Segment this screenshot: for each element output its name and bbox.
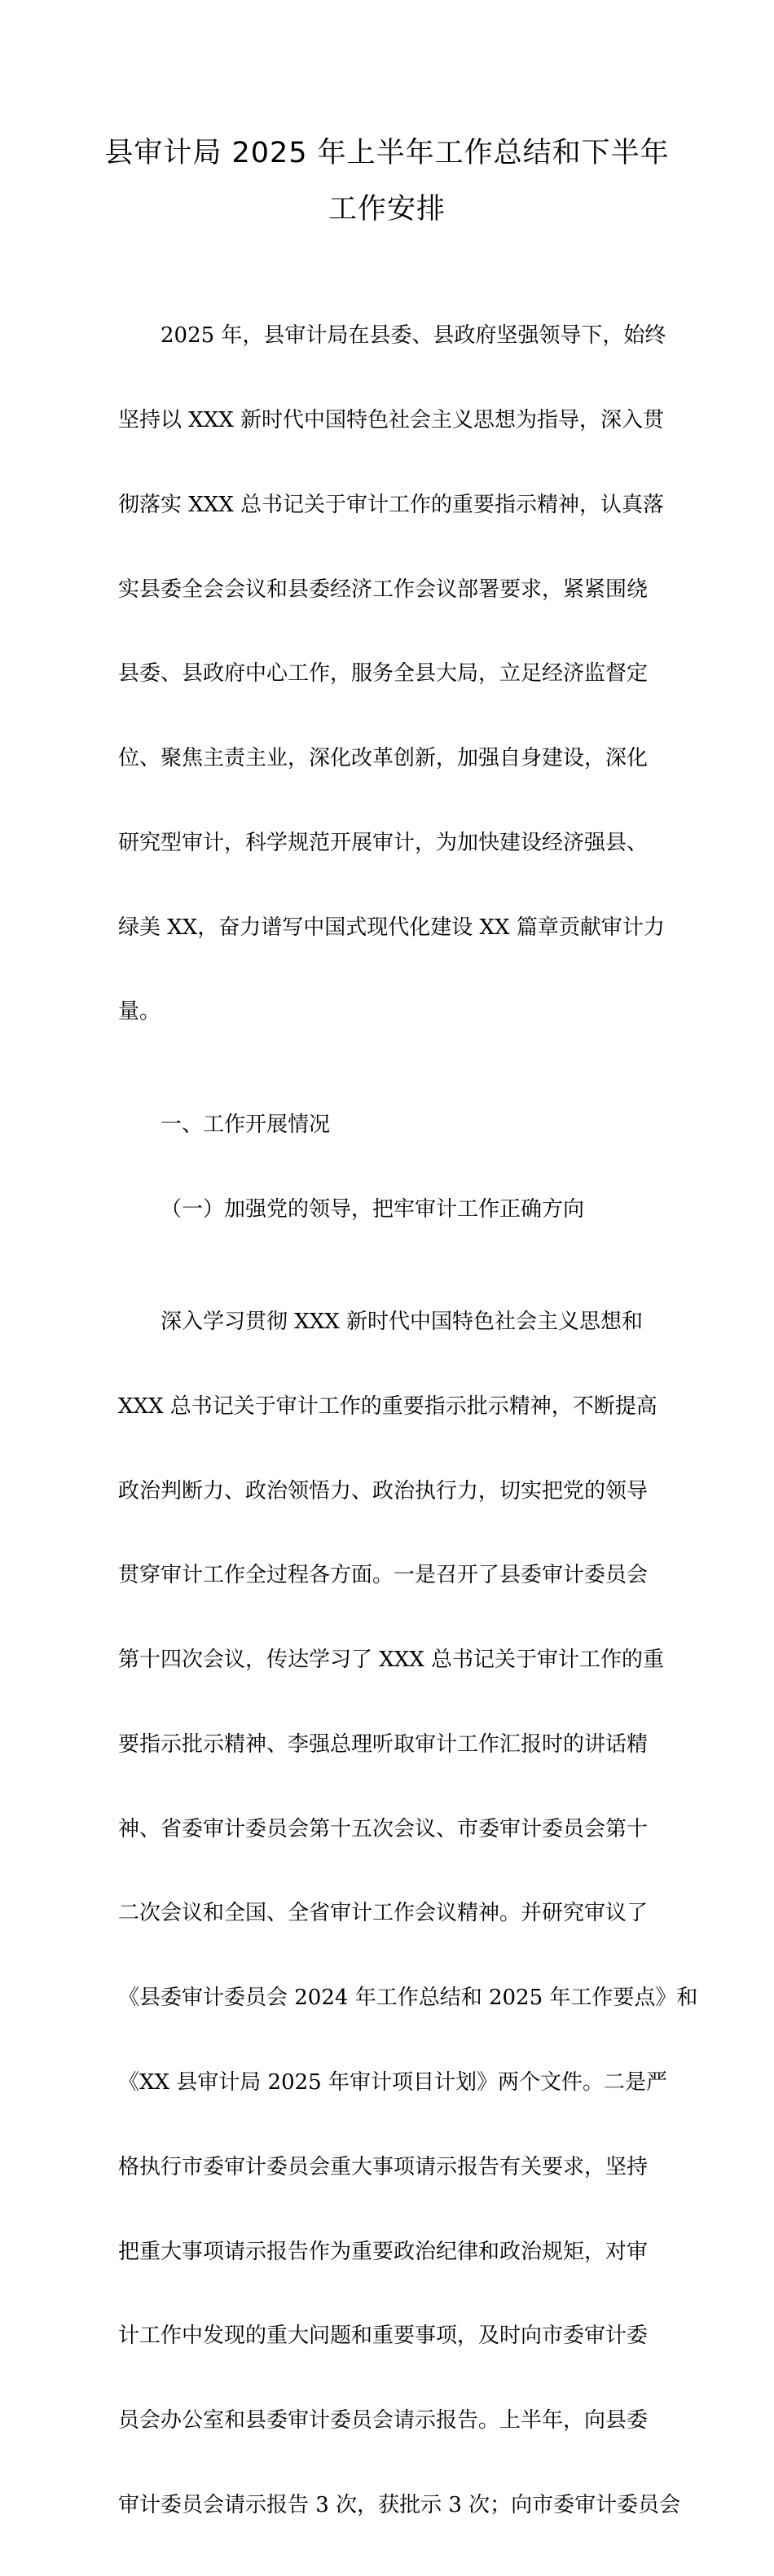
- intro-paragraph-line: 坚持以 XXX 新时代中国特色社会主义思想为指导，深入贯: [118, 407, 665, 432]
- section-paragraph-line: 深入学习贯彻 XXX 新时代中国特色社会主义思想和: [161, 1309, 644, 1334]
- section-paragraph-line: 政治判断力、政治领悟力、政治执行力，切实把党的领导: [118, 1478, 649, 1503]
- section-paragraph-line: 神、省委审计委员会第十五次会议、市委审计委员会第十: [118, 1816, 649, 1841]
- section-paragraph-line: 二次会议和全国、全省审计工作会议精神。并研究审议了: [118, 1901, 649, 1926]
- intro-paragraph-line: 县委、县政府中心工作，服务全县大局，立足经济监督定: [118, 661, 649, 687]
- document-title-line-2: 工作安排: [328, 193, 446, 226]
- section-paragraph-line: 《县委审计委员会 2024 年工作总结和 2025 年工作要点》和: [118, 1986, 698, 2011]
- section-paragraph-line: 《XX 县审计局 2025 年审计项目计划》两个文件。二是严: [118, 2070, 667, 2095]
- document-body: [118, 265, 698, 2576]
- subsection-heading: （一）加强党的领导，把牢审计工作正确方向: [161, 1196, 585, 1222]
- intro-paragraph-line: 彻落实 XXX 总书记关于审计工作的重要指示精神，认真落: [118, 492, 665, 517]
- section-paragraph-line: 计工作中发现的重大问题和重要事项，及时向市委审计委: [118, 2324, 649, 2349]
- section-paragraph-line: XXX 总书记关于审计工作的重要指示批示精神，不断提高: [118, 1393, 657, 1419]
- section-heading: 一、工作开展情况: [161, 1112, 331, 1137]
- section-paragraph-line: 贯穿审计工作全过程各方面。一是召开了县委审计委员会: [118, 1563, 649, 1588]
- section-paragraph-line: 第十四次会议，传达学习了 XXX 总书记关于审计工作的重: [118, 1648, 665, 1673]
- intro-paragraph-line: 实县委全会会议和县委经济工作会议部署要求，紧紧围绕: [118, 577, 649, 602]
- section-paragraph-line: 把重大事项请示报告作为重要政治纪律和政治规矩，对审: [118, 2239, 649, 2264]
- section-paragraph-line: 要指示批示精神、李强总理听取审计工作汇报时的讲话精: [118, 1731, 649, 1757]
- section-paragraph-line: 格执行市委审计委员会重大事项请示报告有关要求，坚持: [118, 2154, 649, 2179]
- intro-paragraph-line: 绿美 XX，奋力谱写中国式现代化建设 XX 篇章贡献审计力: [118, 915, 665, 940]
- intro-paragraph-line: 2025 年，县审计局在县委、县政府坚强领导下，始终: [161, 323, 666, 349]
- section-paragraph-line: 员会办公室和县委审计委员会请示报告。上半年，向县委: [118, 2408, 649, 2433]
- document-title-line-1: 县审计局 2025 年上半年工作总结和下半年: [104, 137, 670, 169]
- intro-paragraph-line: 量。: [118, 999, 161, 1025]
- intro-paragraph-line: 位、聚焦主责主业，深化改革创新，加强自身建设，深化: [118, 746, 649, 771]
- intro-paragraph-line: 研究型审计，科学规范开展审计，为加快建设经济强县、: [118, 830, 649, 855]
- section-paragraph-line: 审计委员会请示报告 3 次，获批示 3 次；向市委审计委员会: [118, 2492, 681, 2517]
